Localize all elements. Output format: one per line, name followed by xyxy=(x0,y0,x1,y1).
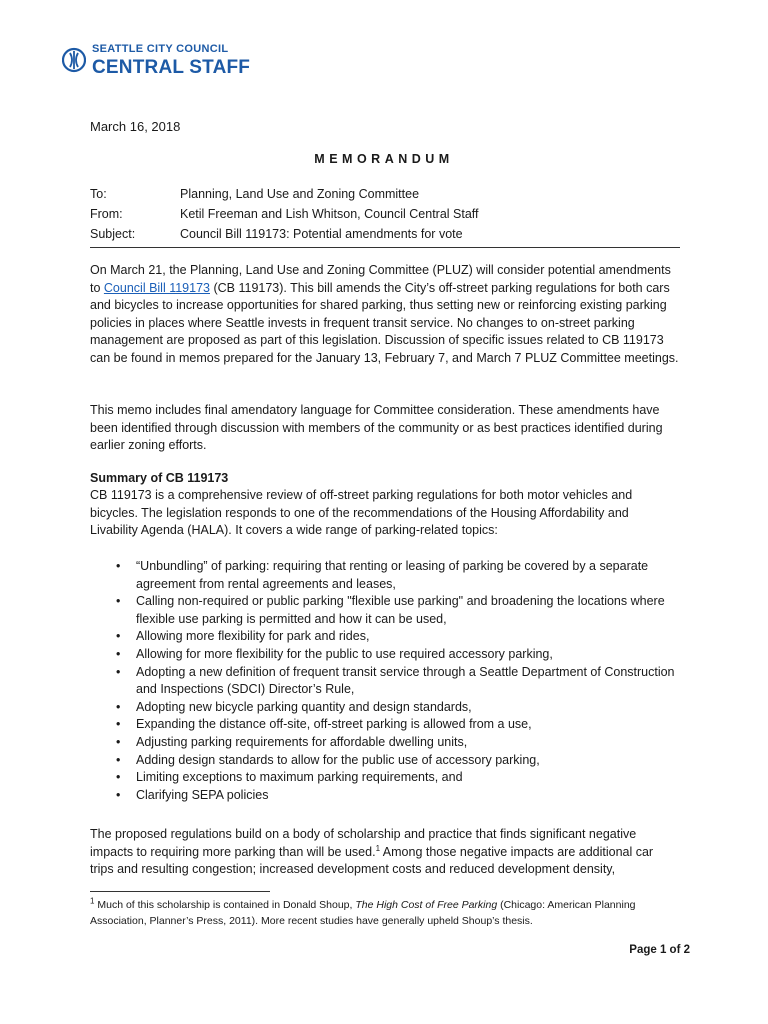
scholarship-text-start: The proposed regulations build on a body of scholarship and practice that finds significant negative impacts to requiring more parking than will be used. xyxy=(90,827,637,859)
book-title: The High Cost of Free Parking xyxy=(355,899,498,911)
intro-text-end: (CB 119173). This bill amends the City’s off-street parking regulations for both cars and bicycles to increase opportunities for shared parking, thus setting new or reinforcing existing parking policies in places where Seattle invests in frequent transit service. No changes to on-street parking management are proposed as part of this legislation. Discussion of specific issues related to CB 119173 can be found in memos prepared for the January 13, February 7, and March 7 PLUZ Committee meetings. xyxy=(90,280,679,365)
memo-title: MEMORANDUM xyxy=(314,152,454,166)
to-row xyxy=(90,184,680,204)
amendments-paragraph: This memo includes final amendatory language for Committee consideration. These amendments have been identified through discussion with members of the community or as best practices identified during earlier zoning efforts. xyxy=(90,403,663,453)
subject-value: Council Bill 119173: Potential amendments for vote xyxy=(180,227,463,241)
list-item: • Calling non-required or public parking "flexible use parking" and broadening the locations where flexible use parking is permitted and how it can be used, xyxy=(116,593,686,628)
list-item: • Adjusting parking requirements for affordable dwelling units, xyxy=(116,734,686,752)
intro-paragraph xyxy=(90,262,680,368)
header-divider xyxy=(90,247,680,248)
memo-date: March 16, 2018 xyxy=(90,119,181,134)
from-value: Ketil Freeman and Lish Whitson, Council Central Staff xyxy=(180,207,479,221)
list-item: • Adopting a new definition of frequent transit service through a Seattle Department of Construction and Inspections (SDCI) Director’s Rule, xyxy=(116,664,686,699)
list-item: • “Unbundling” of parking: requiring that renting or leasing of parking be covered by a separate agreement from rental agreements and leases, xyxy=(116,558,686,593)
council-bill-link[interactable]: Council Bill 119173 xyxy=(103,280,210,295)
summary-paragraph: CB 119173 is a comprehensive review of off-street parking regulations for both motor vehicles and bicycles. The legislation responds to one of the recommendations of the Housing Affordability and Livability Agenda (HALA). It covers a wide range of parking-related topics: xyxy=(90,488,633,538)
footnote-divider xyxy=(90,891,270,892)
scholarship-text-end: Among those negative impacts are additional car trips and resulting congestion; increased development costs and reduced development density, xyxy=(90,844,654,877)
list-item: • Expanding the distance off-site, off-street parking is allowed from a use, xyxy=(116,716,686,734)
subject-row xyxy=(90,224,680,244)
council-logo xyxy=(62,40,250,80)
subject-label: Subject: xyxy=(90,227,136,241)
from-label: From: xyxy=(90,207,123,221)
list-item: • Adopting new bicycle parking quantity and design standards, xyxy=(116,699,686,717)
topics-list xyxy=(116,558,686,804)
intro-text-start: On March 21, the Planning, Land Use and Zoning Committee (PLUZ) will consider potential amendments to xyxy=(90,263,671,295)
list-item: • Allowing for more flexibility for the public to use required accessory parking, xyxy=(116,646,686,664)
footnote-marker: 1 xyxy=(90,896,95,906)
footnote-text-end: (Chicago: American Planning Association, Planner’s Press, 2011). More recent studies have generally upheld Shoup’s thesis. xyxy=(90,899,636,927)
list-item: • Limiting exceptions to maximum parking requirements, and xyxy=(116,769,686,787)
footnote-text-start: Much of this scholarship is contained in Donald Shoup, xyxy=(94,899,356,911)
page-number: Page 1 of 2 xyxy=(629,944,690,956)
list-item: • Adding design standards to allow for the public use of accessory parking, xyxy=(116,752,686,770)
to-label: To: xyxy=(90,187,107,201)
list-item: • Clarifying SEPA policies xyxy=(116,787,686,805)
to-value: Planning, Land Use and Zoning Committee xyxy=(180,187,420,201)
footnote-reference: 1 xyxy=(375,843,381,853)
footnote xyxy=(90,898,690,929)
logo-line-2: CENTRAL STAFF xyxy=(92,56,251,78)
list-item: • Allowing more flexibility for park and rides, xyxy=(116,628,686,646)
from-row xyxy=(90,204,680,224)
logo-line-1: SEATTLE CITY COUNCIL xyxy=(92,42,229,55)
scholarship-paragraph xyxy=(90,826,680,879)
memo-header xyxy=(90,184,680,244)
summary-heading: Summary of CB 119173 xyxy=(90,471,229,485)
seattle-seal-icon xyxy=(62,43,86,77)
